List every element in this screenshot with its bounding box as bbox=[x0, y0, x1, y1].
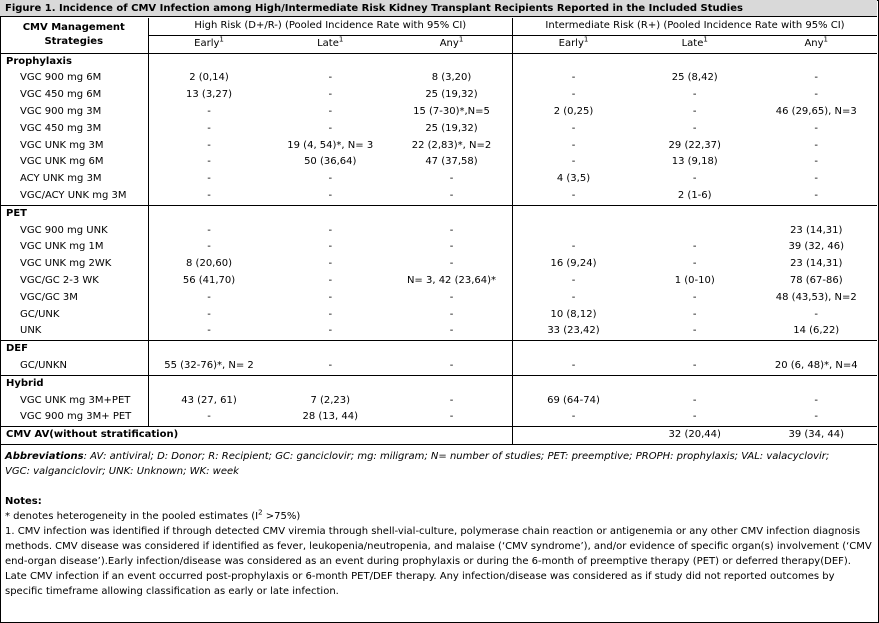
cmv-av-ir-late-cell: 32 (20,44) bbox=[634, 427, 755, 445]
ir-any-cell: - bbox=[814, 156, 819, 168]
ir-any-cell: - bbox=[814, 394, 819, 406]
ir-late-cell: - bbox=[692, 105, 697, 117]
hr-early-cell: - bbox=[148, 138, 269, 155]
table-row bbox=[0, 256, 877, 273]
ir-late-cell: - bbox=[692, 411, 697, 423]
hr-early-cell: 2 (0,14) bbox=[148, 70, 269, 87]
table-row bbox=[0, 393, 877, 410]
table-row bbox=[0, 223, 877, 240]
hr-any-cell: - bbox=[449, 308, 454, 320]
ir-late-cell: - bbox=[692, 122, 697, 134]
group-spacer-cell bbox=[634, 53, 755, 70]
table-row bbox=[0, 138, 877, 155]
ir-any-cell: 14 (6,22) bbox=[793, 325, 840, 337]
ir-late-cell bbox=[634, 223, 755, 240]
ir-early-cell: - bbox=[513, 121, 634, 138]
ir-early-cell: - bbox=[513, 154, 634, 171]
hr-any-cell: - bbox=[449, 411, 454, 423]
table-row bbox=[0, 121, 877, 138]
hr-late-cell: - bbox=[328, 241, 333, 253]
ir-late-cell: - bbox=[692, 308, 697, 320]
hr-any-header: Any$^1$ bbox=[439, 35, 464, 49]
cmv-av-ir-any-cell: 39 (34, 44) bbox=[755, 427, 877, 445]
table-row bbox=[0, 307, 877, 324]
hr-early-cell: 43 (27, 61) bbox=[148, 393, 269, 410]
strategy-cell: VGC UNK mg 6M bbox=[20, 156, 104, 168]
strategy-cell: GC/UNK bbox=[20, 308, 60, 320]
ir-any-cell: 46 (29,65), N=3 bbox=[775, 105, 857, 117]
ir-early-cell bbox=[513, 223, 634, 240]
group-spacer-cell bbox=[148, 341, 269, 358]
strategy-cell: VGC 450 mg 3M bbox=[20, 122, 102, 134]
group-spacer-cell bbox=[270, 341, 391, 358]
strategy-cell: VGC UNK mg 2WK bbox=[20, 258, 112, 270]
hr-late-cell: - bbox=[328, 359, 333, 371]
ir-late-cell: - bbox=[692, 89, 697, 101]
hr-late-cell: - bbox=[328, 291, 333, 303]
hr-any-cell: - bbox=[449, 291, 454, 303]
ir-any-cell: - bbox=[814, 308, 819, 320]
cmv-av-row bbox=[0, 427, 877, 445]
ir-late-cell: 2 (1-6) bbox=[677, 189, 712, 201]
hr-late-cell: 50 (36,64) bbox=[304, 156, 357, 168]
ir-late-cell: - bbox=[692, 359, 697, 371]
hr-early-cell: - bbox=[148, 188, 269, 205]
hr-late-cell: - bbox=[328, 189, 333, 201]
ir-any-cell: 48 (43,53), N=2 bbox=[775, 291, 857, 303]
table-row bbox=[0, 87, 877, 104]
high-risk-header: High Risk (D+/R-) (Pooled Incidence Rate with 95% CI) bbox=[148, 18, 512, 35]
ir-any-cell: - bbox=[814, 139, 819, 151]
hr-early-cell: - bbox=[148, 290, 269, 307]
strategies-header-line2: Strategies bbox=[44, 36, 104, 48]
ir-late-cell: 25 (8,42) bbox=[671, 72, 718, 84]
hr-any-cell: - bbox=[449, 241, 454, 253]
abbreviations-text-2: VGC: valganciclovir; UNK: Unknown; WK: week bbox=[5, 466, 239, 477]
table-row bbox=[0, 154, 877, 171]
strategy-cell: VGC 900 mg 3M+ PET bbox=[20, 411, 132, 423]
group-spacer-cell bbox=[391, 341, 513, 358]
hr-any-cell: 25 (19,32) bbox=[425, 122, 478, 134]
group-row bbox=[0, 53, 877, 70]
hr-late-cell: - bbox=[328, 325, 333, 337]
group-name: Hybrid bbox=[0, 375, 148, 392]
group-spacer-cell bbox=[148, 205, 269, 222]
ir-early-cell: 33 (23,42) bbox=[513, 323, 634, 340]
hr-early-cell: 13 (3,27) bbox=[148, 87, 269, 104]
hr-early-cell: 55 (32-76)*, N= 2 bbox=[148, 358, 269, 375]
hr-any-cell: - bbox=[449, 359, 454, 371]
ir-early-cell: 10 (8,12) bbox=[513, 307, 634, 324]
table-row bbox=[0, 358, 877, 375]
group-spacer-cell bbox=[148, 53, 269, 70]
hr-early-cell: - bbox=[148, 121, 269, 138]
hr-any-cell: - bbox=[449, 189, 454, 201]
group-spacer-cell bbox=[270, 205, 391, 222]
strategy-cell: ACY UNK mg 3M bbox=[20, 173, 102, 185]
hr-late-cell: - bbox=[328, 173, 333, 185]
hr-early-cell: - bbox=[148, 409, 269, 426]
hr-early-cell: - bbox=[148, 239, 269, 256]
group-spacer-cell bbox=[391, 205, 513, 222]
ir-early-cell: 4 (3,5) bbox=[513, 171, 634, 188]
ir-any-cell: - bbox=[814, 122, 819, 134]
ir-early-cell: - bbox=[513, 188, 634, 205]
hr-late-cell: 7 (2,23) bbox=[310, 394, 351, 406]
group-row bbox=[0, 341, 877, 358]
group-spacer-cell bbox=[270, 53, 391, 70]
notes-heading: Notes: bbox=[5, 496, 42, 507]
ir-early-cell: - bbox=[513, 87, 634, 104]
ir-any-cell: - bbox=[814, 89, 819, 101]
table-row bbox=[0, 273, 877, 290]
abbreviations-text: : AV: antiviral; D: Donor; R: Recipient; GC: ganciclovir; mg: miligram; N= number of studies; PET: preemptive; PROPH: prophylaxis; VAL: valacyclovir; bbox=[83, 451, 830, 462]
ir-early-cell: - bbox=[513, 290, 634, 307]
ir-any-cell: 39 (32, 46) bbox=[788, 241, 844, 253]
ir-early-cell: - bbox=[513, 273, 634, 290]
hr-early-cell: - bbox=[148, 171, 269, 188]
hr-early-cell: - bbox=[148, 223, 269, 240]
cmv-av-ir-early-cell bbox=[513, 427, 634, 445]
ir-early-cell: 16 (9,24) bbox=[513, 256, 634, 273]
ir-any-header: Any$^1$ bbox=[804, 35, 829, 49]
notes-section bbox=[5, 449, 873, 599]
ir-late-cell: - bbox=[692, 173, 697, 185]
heterogeneity-note: * denotes heterogeneity in the pooled estimates $(I^2 >75\%)$ bbox=[5, 508, 301, 522]
strategy-cell: VGC 450 mg 6M bbox=[20, 89, 102, 101]
strategy-cell: VGC UNK mg 3M+PET bbox=[20, 394, 131, 406]
table-body bbox=[0, 53, 877, 444]
hr-late-cell: - bbox=[328, 308, 333, 320]
table-row bbox=[0, 104, 877, 121]
strategy-cell: GC/UNKN bbox=[20, 359, 67, 371]
group-spacer-cell bbox=[148, 375, 269, 392]
figure-title: Figure 1. Incidence of CMV Infection among High/Intermediate Risk Kidney Transplant Recipients Reported in the Included Studies bbox=[0, 0, 877, 17]
ir-early-cell: - bbox=[513, 70, 634, 87]
group-spacer-cell bbox=[513, 53, 634, 70]
strategy-cell: VGC UNK mg 1M bbox=[20, 241, 104, 253]
hr-any-cell: 22 (2,83)*, N=2 bbox=[411, 139, 492, 151]
ir-early-cell: - bbox=[513, 409, 634, 426]
table-row bbox=[0, 188, 877, 205]
group-row bbox=[0, 205, 877, 222]
hr-early-cell: - bbox=[148, 323, 269, 340]
strategies-header-line1: CMV Management bbox=[22, 22, 125, 34]
table-row bbox=[0, 409, 877, 426]
ir-early-cell: - bbox=[513, 138, 634, 155]
hr-early-cell: - bbox=[148, 154, 269, 171]
hr-late-cell: - bbox=[328, 258, 333, 270]
group-name: Prophylaxis bbox=[0, 53, 148, 70]
strategies-header bbox=[0, 18, 148, 53]
hr-any-cell: 25 (19,32) bbox=[425, 89, 478, 101]
intermediate-risk-header: Intermediate Risk (R+) (Pooled Incidence Rate with 95% CI) bbox=[513, 18, 878, 35]
ir-early-cell: - bbox=[513, 239, 634, 256]
ir-early-cell: - bbox=[513, 358, 634, 375]
table-header bbox=[0, 18, 877, 53]
hr-any-cell: - bbox=[449, 173, 454, 185]
hr-late-cell: - bbox=[328, 224, 333, 236]
hr-any-cell: - bbox=[449, 325, 454, 337]
footnote-1: 1. CMV infection was identified if through detected CMV viremia through shell-vial-culture, polymerase chain reaction or antigenemia or any other CMV infection diagnosis methods. CMV disease was considered if identified as fever, leukopenia/neutropenia, and malaise (‘CMV syndrome’), and/or evidence of specific organ(s) involvement (‘CMV end-organ disease’).Early infection/disease was considered as an event during prophylaxis or during the 6-month of preemptive therapy (PET) or deferred therapy(DEF). Late CMV infection if an event occurred post-prophylaxis or 6-month PET/DEF therapy. Any infection/disease was considered as if study did not reported outcomes by specific timeframe allowing classification as early or late infection. bbox=[5, 526, 872, 597]
ir-late-cell: 13 (9,18) bbox=[671, 156, 718, 168]
table-row bbox=[0, 70, 877, 87]
ir-any-cell: 23 (14,31) bbox=[790, 258, 843, 270]
group-spacer-cell bbox=[270, 375, 391, 392]
ir-late-cell: - bbox=[692, 241, 697, 253]
group-name: PET bbox=[0, 205, 148, 222]
abbreviations-line-2 bbox=[5, 464, 873, 479]
hr-any-cell: 15 (7-30)*,N=5 bbox=[413, 105, 490, 117]
group-spacer-cell bbox=[391, 375, 513, 392]
hr-late-cell: - bbox=[328, 122, 333, 134]
ir-any-cell: - bbox=[814, 173, 819, 185]
group-spacer-cell bbox=[755, 205, 877, 222]
group-spacer-cell bbox=[634, 341, 755, 358]
strategy-cell: VGC/GC 3M bbox=[20, 291, 78, 303]
hr-early-cell: 8 (20,60) bbox=[148, 256, 269, 273]
group-spacer-cell bbox=[513, 205, 634, 222]
ir-late-cell: 1 (0-10) bbox=[674, 274, 715, 286]
group-spacer-cell bbox=[513, 375, 634, 392]
strategy-cell: VGC 900 mg 6M bbox=[20, 72, 102, 84]
group-spacer-cell bbox=[513, 341, 634, 358]
hr-any-cell: - bbox=[449, 258, 454, 270]
hr-any-cell: 47 (37,58) bbox=[425, 156, 478, 168]
group-spacer-cell bbox=[634, 375, 755, 392]
strategy-cell: VGC 900 mg UNK bbox=[20, 224, 108, 236]
hr-early-cell: 56 (41,70) bbox=[148, 273, 269, 290]
hr-late-cell: - bbox=[328, 274, 333, 286]
ir-early-cell: 2 (0,25) bbox=[513, 104, 634, 121]
group-spacer-cell bbox=[755, 375, 877, 392]
ir-late-cell: 29 (22,37) bbox=[668, 139, 721, 151]
table-row bbox=[0, 290, 877, 307]
hr-any-cell: 8 (3,20) bbox=[431, 72, 472, 84]
group-spacer-cell bbox=[634, 205, 755, 222]
ir-late-header: Late$^1$ bbox=[681, 35, 708, 49]
hr-late-header: Late$^1$ bbox=[317, 35, 344, 49]
group-name: DEF bbox=[0, 341, 148, 358]
ir-late-cell: - bbox=[692, 394, 697, 406]
ir-any-cell: - bbox=[814, 411, 819, 423]
strategy-cell: VGC/GC 2-3 WK bbox=[20, 274, 99, 286]
hr-late-cell: - bbox=[328, 105, 333, 117]
abbreviations-label: Abbreviations bbox=[5, 451, 84, 462]
hr-early-cell: - bbox=[148, 307, 269, 324]
strategy-cell: VGC UNK mg 3M bbox=[20, 139, 104, 151]
cmv-av-label: CMV AV(without stratification) bbox=[0, 427, 513, 445]
strategy-cell: VGC 900 mg 3M bbox=[20, 105, 102, 117]
table-row bbox=[0, 239, 877, 256]
group-spacer-cell bbox=[755, 341, 877, 358]
table-row bbox=[0, 323, 877, 340]
hr-late-cell: 28 (13, 44) bbox=[302, 411, 358, 423]
ir-late-cell: - bbox=[692, 291, 697, 303]
strategy-cell: UNK bbox=[20, 325, 42, 337]
hr-any-cell: N= 3, 42 (23,64)* bbox=[406, 274, 497, 286]
hr-late-cell: - bbox=[328, 89, 333, 101]
hr-early-cell: - bbox=[148, 104, 269, 121]
ir-any-cell: - bbox=[814, 189, 819, 201]
table-row bbox=[0, 171, 877, 188]
abbreviations-line bbox=[5, 449, 873, 464]
hr-any-cell: - bbox=[449, 224, 454, 236]
ir-late-cell: - bbox=[692, 325, 697, 337]
ir-any-cell: - bbox=[814, 72, 819, 84]
hr-late-cell: - bbox=[328, 72, 333, 84]
group-spacer-cell bbox=[391, 53, 513, 70]
ir-any-cell: 23 (14,31) bbox=[790, 224, 843, 236]
hr-early-header: Early$^1$ bbox=[148, 35, 269, 53]
ir-early-cell: 69 (64-74) bbox=[513, 393, 634, 410]
strategy-cell: VGC/ACY UNK mg 3M bbox=[20, 189, 127, 201]
ir-late-cell: - bbox=[692, 258, 697, 270]
ir-any-cell: 20 (6, 48)*, N=4 bbox=[774, 359, 858, 371]
hr-late-cell: 19 (4, 54)*, N= 3 bbox=[287, 139, 374, 151]
ir-any-cell: 78 (67-86) bbox=[789, 274, 843, 286]
hr-any-cell: - bbox=[449, 394, 454, 406]
group-spacer-cell bbox=[755, 53, 877, 70]
incidence-table bbox=[0, 18, 877, 445]
ir-early-header: Early$^1$ bbox=[513, 35, 634, 53]
group-row bbox=[0, 375, 877, 392]
